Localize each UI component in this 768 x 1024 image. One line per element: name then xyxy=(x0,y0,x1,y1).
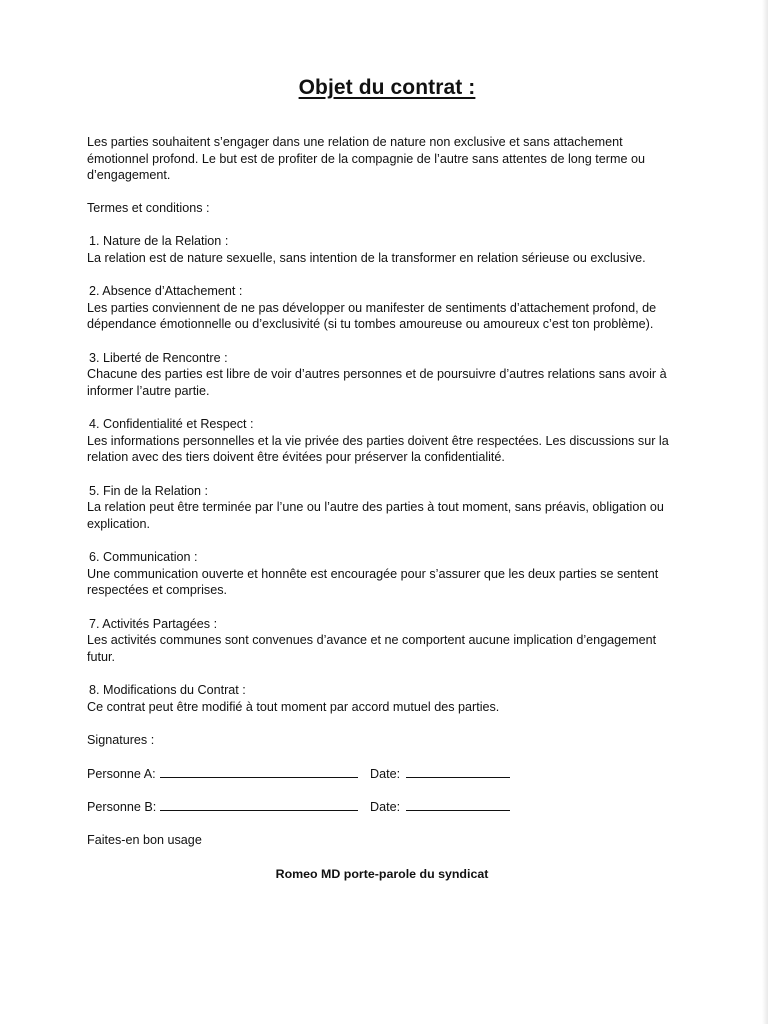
clause-body: Chacune des parties est libre de voir d’autres personnes et de poursuivre d’autres relations sans avoir à informer l’autre partie. xyxy=(87,367,667,398)
clause-7 xyxy=(87,616,687,666)
terms-heading: Termes et conditions : xyxy=(87,200,210,215)
date-line xyxy=(406,798,510,811)
clause-title: 6. Communication : xyxy=(89,550,198,564)
clause-body: Une communication ouverte et honnête est encouragée pour s’assurer que les deux parties se sentent respectées et comprises. xyxy=(87,566,659,597)
closing-note: Faites-en bon usage xyxy=(87,832,202,847)
signatures-heading: Signatures : xyxy=(87,733,155,747)
document-content xyxy=(87,76,687,882)
clause-title: 4. Confidentialité et Respect : xyxy=(89,417,254,431)
clause-title: 5. Fin de la Relation : xyxy=(89,483,209,498)
clause-3 xyxy=(87,350,687,400)
clause-8 xyxy=(87,682,687,715)
clause-body: Les informations personnelles et la vie privée des parties doivent être respectées. Les discussions sur la relation avec des tiers doivent être évitées pour préserver la confidentialité. xyxy=(87,433,669,464)
clause-body: Ce contrat peut être modifié à tout moment par accord mutuel des parties. xyxy=(87,699,500,714)
clause-body: Les activités communes sont convenues d’avance et ne comportent aucune implication d’engagement futur. xyxy=(87,633,657,664)
clause-title: 8. Modifications du Contrat : xyxy=(89,683,246,697)
page-edge-shadow xyxy=(762,0,768,1024)
clause-body: La relation est de nature sexuelle, sans intention de la transformer en relation sérieuse ou exclusive. xyxy=(87,250,646,265)
clause-body: La relation peut être terminée par l’une ou l’autre des parties à tout moment, sans préavis, obligation ou explication. xyxy=(87,500,664,531)
signature-date-label: Date: xyxy=(370,800,401,814)
signoff: Romeo MD porte-parole du syndicat xyxy=(275,867,489,881)
clause-title: 7. Activités Partagées : xyxy=(89,616,218,631)
clause-title: 1. Nature de la Relation : xyxy=(89,234,229,248)
clause-body: Les parties conviennent de ne pas développer ou manifester de sentiments d’attachement profond, de dépendance émotionnelle ou d’exclusivité (si tu tombes amoureuse ou amoureux c’est ton problème). xyxy=(87,300,657,331)
signature-person-label: Personne B: xyxy=(87,800,157,814)
clause-title: 2. Absence d’Attachement : xyxy=(89,284,243,298)
signature-line xyxy=(160,798,358,811)
clause-4 xyxy=(87,416,687,466)
signature-row-b xyxy=(87,798,687,816)
signature-line xyxy=(160,765,358,778)
clause-2 xyxy=(87,283,687,333)
clause-5 xyxy=(87,483,687,533)
clause-title: 3. Liberté de Rencontre : xyxy=(89,350,228,365)
clause-1 xyxy=(87,233,687,266)
signature-date-label: Date: xyxy=(370,766,401,781)
intro-paragraph: Les parties souhaitent s’engager dans une relation de nature non exclusive et sans attachement émotionnel profond. Le but est de profiter de la compagnie de l’autre sans attentes de long terme ou d’engagement. xyxy=(87,135,645,182)
document-title: Objet du contrat : xyxy=(298,76,476,99)
signature-row-a xyxy=(87,765,687,783)
clause-6 xyxy=(87,549,687,599)
date-line xyxy=(406,765,510,778)
signature-person-label: Personne A: xyxy=(87,766,156,781)
